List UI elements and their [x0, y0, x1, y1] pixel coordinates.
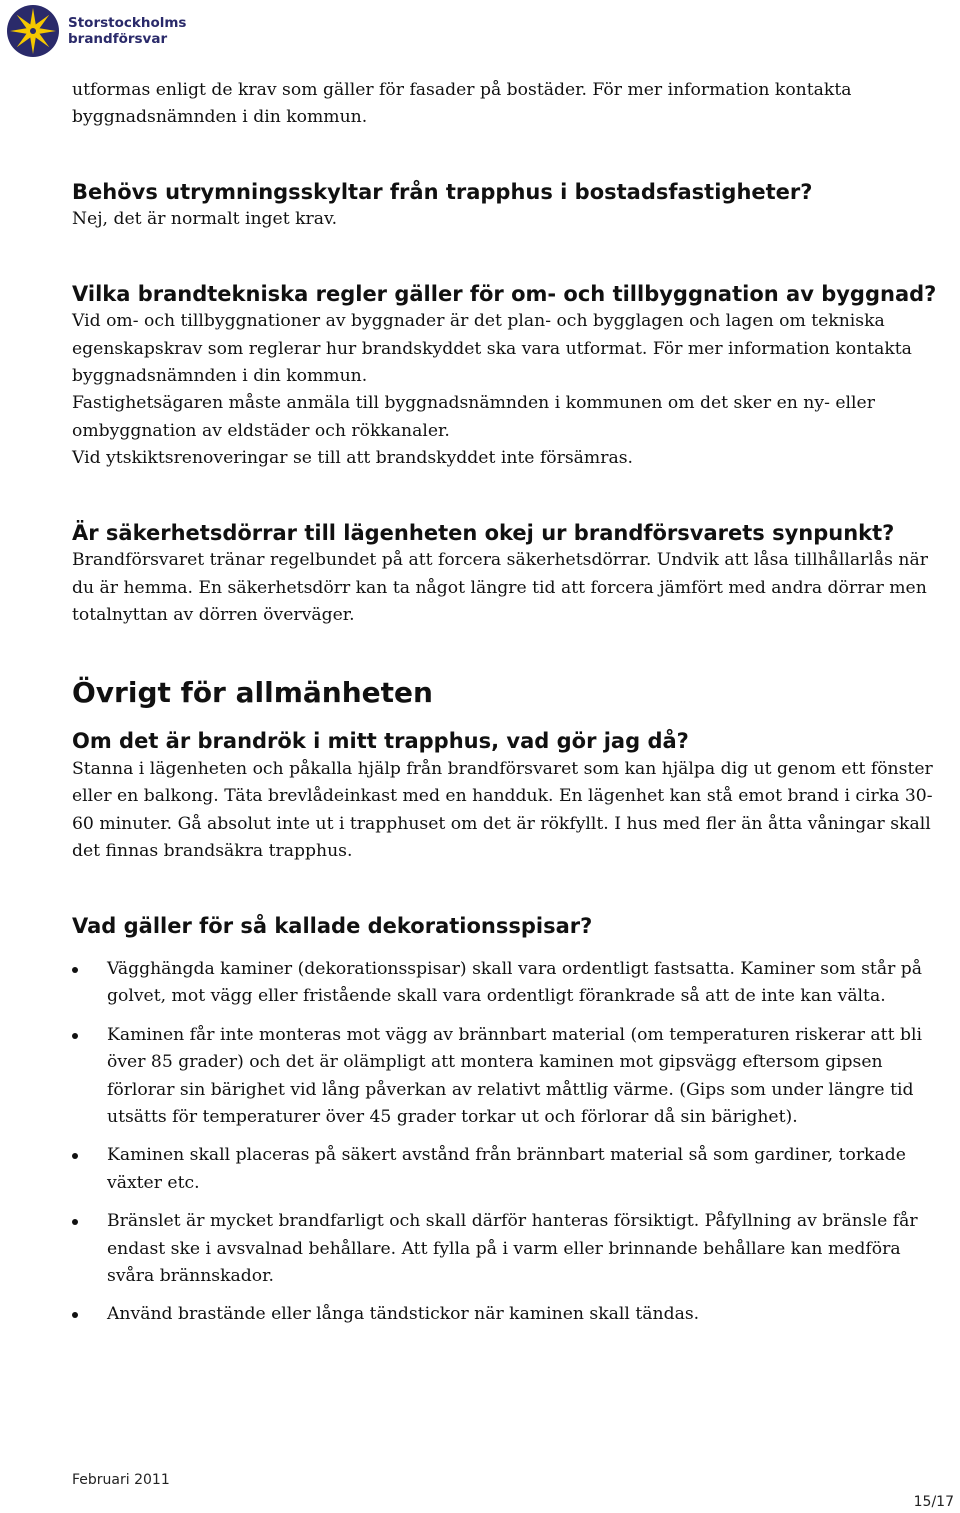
logo	[6, 4, 186, 58]
bullet-list	[72, 956, 952, 1329]
section-heading: Övrigt för allmänheten	[72, 676, 433, 710]
question-heading-4: Om det är brandrök i mitt trapphus, vad gör jag då?	[72, 729, 689, 754]
list-item-text: Kaminen får inte monteras mot vägg av brännbart material (om temperaturen riskerar att bli över 85 grader) och det är olämpligt att montera kaminen mot gipsvägg eftersom gipsen förlorar sin bärighet vid lång påverkan av relativt måttlig värme. (Gips som under längre tid utsätts för temperaturer över 45 grader torkar ut och förlorar då sin bärighet).	[107, 1024, 922, 1128]
footer-date: Februari 2011	[72, 1472, 170, 1488]
bullet-icon	[72, 967, 78, 973]
list-item	[72, 1022, 952, 1132]
answer-paragraph-3: Brandförsvaret tränar regelbundet på att forcera säkerhetsdörrar. Undvik att låsa tillhållarlås när du är hemma. En säkerhetsdörr kan ta något längre tid att forcera jämfört med andra dörrar men totalnyttan av dörren överväger.	[72, 550, 928, 625]
logo-line-2: brandförsvar	[68, 31, 168, 47]
document-body	[72, 77, 952, 1340]
answer-paragraph-2c: Vid ytskiktsrenoveringar se till att brandskyddet inte försämras.	[72, 448, 633, 469]
page-number: 15/17	[913, 1494, 954, 1510]
list-item	[72, 1142, 952, 1197]
spacer	[72, 711, 952, 727]
spacer	[72, 629, 952, 675]
spacer	[72, 473, 952, 519]
question-heading-1: Behövs utrymningsskyltar från trapphus i bostadsfastigheter?	[72, 179, 813, 204]
bullet-icon	[72, 1312, 78, 1318]
question-heading-5: Vad gäller för så kallade dekorationsspisar?	[72, 913, 593, 938]
spacer	[72, 866, 952, 912]
intro-paragraph: utformas enligt de krav som gäller för fasader på bostäder. För mer information kontakta byggnadsnämnden i din kommun.	[72, 80, 852, 128]
list-item	[72, 956, 952, 1011]
answer-paragraph-1: Nej, det är normalt inget krav.	[72, 209, 338, 230]
logo-line-1: Storstockholms	[68, 15, 187, 31]
logo-text	[68, 15, 186, 47]
bullet-icon	[72, 1153, 78, 1159]
answer-paragraph-2b: Fastighetsägaren måste anmäla till byggnadsnämnden i kommunen om det sker en ny- eller ombyggnation av eldstäder och rökkanaler.	[72, 393, 875, 441]
question-heading-3: Är säkerhetsdörrar till lägenheten okej ur brandförsvarets synpunkt?	[72, 520, 895, 545]
list-item	[72, 1301, 952, 1328]
list-item-text: Kaminen skall placeras på säkert avstånd från brännbart material så som gardiner, torkade växter etc.	[107, 1145, 906, 1193]
list-item-text: Vägghängda kaminer (dekorationsspisar) skall vara ordentligt fastsatta. Kaminer som står på golvet, mot vägg eller fristående skall vara ordentligt förankrade så att de inte kan välta.	[107, 959, 923, 1007]
star-emblem-icon	[6, 4, 60, 58]
bullet-icon	[72, 1033, 78, 1039]
spacer	[72, 940, 952, 956]
answer-paragraph-2a: Vid om- och tillbyggnationer av byggnader är det plan- och bygglagen och lagen om tekniska egenskapskrav som reglerar hur brandskyddet ska vara utformat. För mer information kontakta byggnadsnämnden i din kommun.	[72, 311, 912, 387]
spacer	[72, 234, 952, 280]
list-item-text: Använd brastände eller långa tändstickor när kaminen skall tändas.	[107, 1304, 700, 1325]
spacer	[72, 132, 952, 178]
list-item-text: Bränslet är mycket brandfarligt och skall därför hanteras försiktigt. Påfyllning av bränsle får endast ske i avsvalnad behållare. Att fylla på i varm eller brinnande behållare kan medföra svåra brännskador.	[107, 1211, 918, 1287]
question-heading-2: Vilka brandtekniska regler gäller för om- och tillbyggnation av byggnad?	[72, 281, 937, 306]
answer-paragraph-4: Stanna i lägenheten och påkalla hjälp från brandförsvaret som kan hjälpa dig ut genom ett fönster eller en balkong. Täta brevlådeinkast med en handduk. En lägenhet kan stå emot brand i cirka 30-60 minuter. Gå absolut inte ut i trapphuset om det är rökfyllt. I hus med fler än åtta våningar skall det finnas brandsäkra trapphus.	[72, 758, 933, 862]
bullet-icon	[72, 1219, 78, 1225]
list-item	[72, 1208, 952, 1290]
